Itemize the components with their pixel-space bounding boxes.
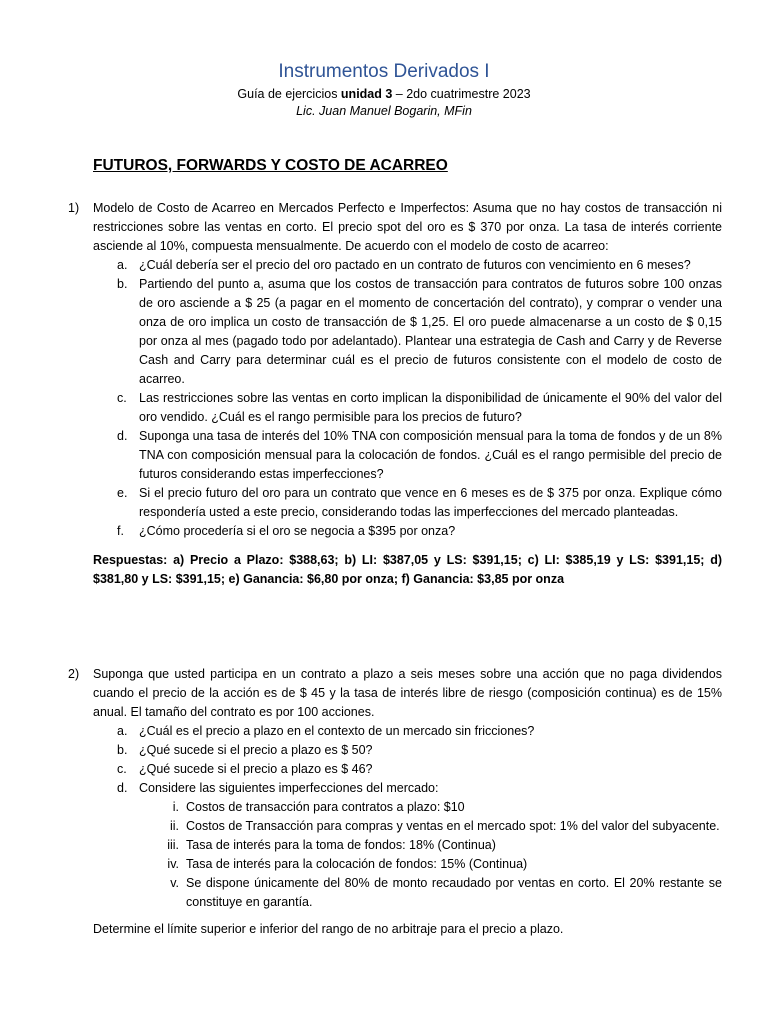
list-item: [93, 779, 722, 798]
exercise-2-items: [93, 722, 722, 912]
sub-item-marker: iii.: [167, 838, 179, 852]
item-text: ¿Cómo procedería si el oro se negocia a $395 por onza?: [139, 524, 456, 538]
sub-list-item: [93, 836, 722, 855]
list-item: [93, 427, 722, 484]
exercise-1-items: [93, 256, 722, 541]
item-marker: c.: [117, 391, 127, 405]
sub-list-item: [93, 798, 722, 817]
exercise-intro: Modelo de Costo de Acarreo en Mercados Perfecto e Imperfectos: Asuma que no hay costos de transacción ni restricciones sobre las ventas en corto. El precio spot del oro es $ 370 por onza. La tasa de interés corriente asciende al 10%, compuesta mensualmente. De acuerdo con el modelo de costo de acarreo:: [93, 201, 722, 253]
sub-item-text: Costos de transacción para contratos a plazo: $10: [186, 800, 465, 814]
item-text: Considere las siguientes imperfecciones del mercado:: [139, 781, 439, 795]
item-text: Partiendo del punto a, asuma que los costos de transacción para contratos de futuros sobre 100 onzas de oro asciende a $ 25 (a pagar en el momento de concertación del contrato), y comprar o vender una onza de oro implica un costo de transacción de $ 1,25. El oro puede almacenarse a un costo de $ 0,15 por onza al mes (pagado todo por adelantado). Plantear una estrategia de Cash and Carry y de Reverse Cash and Carry para determinar cuál es el precio de futuros consistente con el modelo de costo de acarreo.: [139, 277, 722, 386]
exercise-number: 1): [68, 201, 80, 215]
item-text: ¿Cuál es el precio a plazo en el contexto de un mercado sin fricciones?: [139, 724, 535, 738]
subtitle-prefix: Guía de ejercicios: [237, 87, 341, 101]
exercise-1-answers: Respuestas: a) Precio a Plazo: $388,63; b) LI: $387,05 y LS: $391,15; c) LI: $385,19 y LS: $391,15; d) $381,80 y LS: $391,15; e) Ganancia: $6,80 por onza; f) Ganancia: $3,85 por onza: [93, 553, 722, 586]
sub-item-text: Costos de Transacción para compras y ventas en el mercado spot: 1% del valor del subyacente.: [186, 819, 720, 833]
item-text: Suponga una tasa de interés del 10% TNA con composición mensual para la toma de fondos y de un 8% TNA con composición mensual para la colocación de fondos. ¿Cuál es el rango permisible del precio de futuros considerando estas imperfecciones?: [139, 429, 722, 481]
sub-list-item: [93, 855, 722, 874]
exercise-1: [68, 199, 722, 589]
sub-item-text: Tasa de interés para la colocación de fondos: 15% (Continua): [186, 857, 528, 871]
list-item: [93, 760, 722, 779]
item-text: ¿Qué sucede si el precio a plazo es $ 46?: [139, 762, 373, 776]
item-marker: d.: [117, 429, 128, 443]
item-text: ¿Cuál debería ser el precio del oro pactado en un contrato de futuros con vencimiento en 6 meses?: [139, 258, 691, 272]
list-item: [93, 256, 722, 275]
item-marker: b.: [117, 743, 128, 757]
item-marker: a.: [117, 724, 128, 738]
exercise-2-closing: Determine el límite superior e inferior del rango de no arbitraje para el precio a plazo.: [93, 922, 564, 936]
exercise-number: 2): [68, 667, 80, 681]
item-marker: d.: [117, 781, 128, 795]
subtitle-suffix: – 2do cuatrimestre 2023: [392, 87, 531, 101]
item-marker: e.: [117, 486, 128, 500]
sub-item-marker: iv.: [167, 857, 179, 871]
subtitle-unit: unidad 3: [340, 87, 393, 101]
sub-item-marker: i.: [172, 800, 179, 814]
exercise-2: [68, 665, 722, 939]
item-text: ¿Qué sucede si el precio a plazo es $ 50?: [139, 743, 373, 757]
item-marker: c.: [117, 762, 127, 776]
list-item: [93, 389, 722, 427]
sub-item-text: Tasa de interés para la toma de fondos: 18% (Continua): [186, 838, 496, 852]
list-item: [93, 522, 722, 541]
section-title: FUTUROS, FORWARDS Y COSTO DE ACARREO: [93, 157, 448, 174]
list-item: [93, 275, 722, 389]
list-item: [93, 484, 722, 522]
document-author: Lic. Juan Manuel Bogarin, MFin: [296, 104, 472, 118]
list-item: [93, 741, 722, 760]
item-text: Si el precio futuro del oro para un contrato que vence en 6 meses es de $ 375 por onza. Explique cómo respondería usted a este precio, considerando todas las imperfecciones del mercado planteadas.: [139, 486, 722, 519]
sub-item-marker: ii.: [169, 819, 179, 833]
item-text: Las restricciones sobre las ventas en corto implican la disponibilidad de únicamente el 90% del valor del oro vendido. ¿Cuál es el rango permisible para los precios de futuro?: [139, 391, 722, 424]
document-subtitle: [0, 87, 768, 101]
sub-item-marker: v.: [170, 876, 179, 890]
item-marker: a.: [117, 258, 128, 272]
item-marker: f.: [117, 524, 124, 538]
list-item: [93, 722, 722, 741]
document-title: Instrumentos Derivados I: [278, 61, 490, 82]
sub-list-item: [93, 874, 722, 912]
exercise-intro: Suponga que usted participa en un contrato a plazo a seis meses sobre una acción que no paga dividendos cuando el precio de la acción es de $ 45 y la tasa de interés libre de riesgo (composición continua) es de 15% anual. El tamaño del contrato es por 100 acciones.: [93, 667, 722, 719]
sub-list-item: [93, 817, 722, 836]
item-marker: b.: [117, 277, 128, 291]
sub-item-text: Se dispone únicamente del 80% de monto recaudado por ventas en corto. El 20% restante se constituye en garantía.: [186, 876, 722, 909]
